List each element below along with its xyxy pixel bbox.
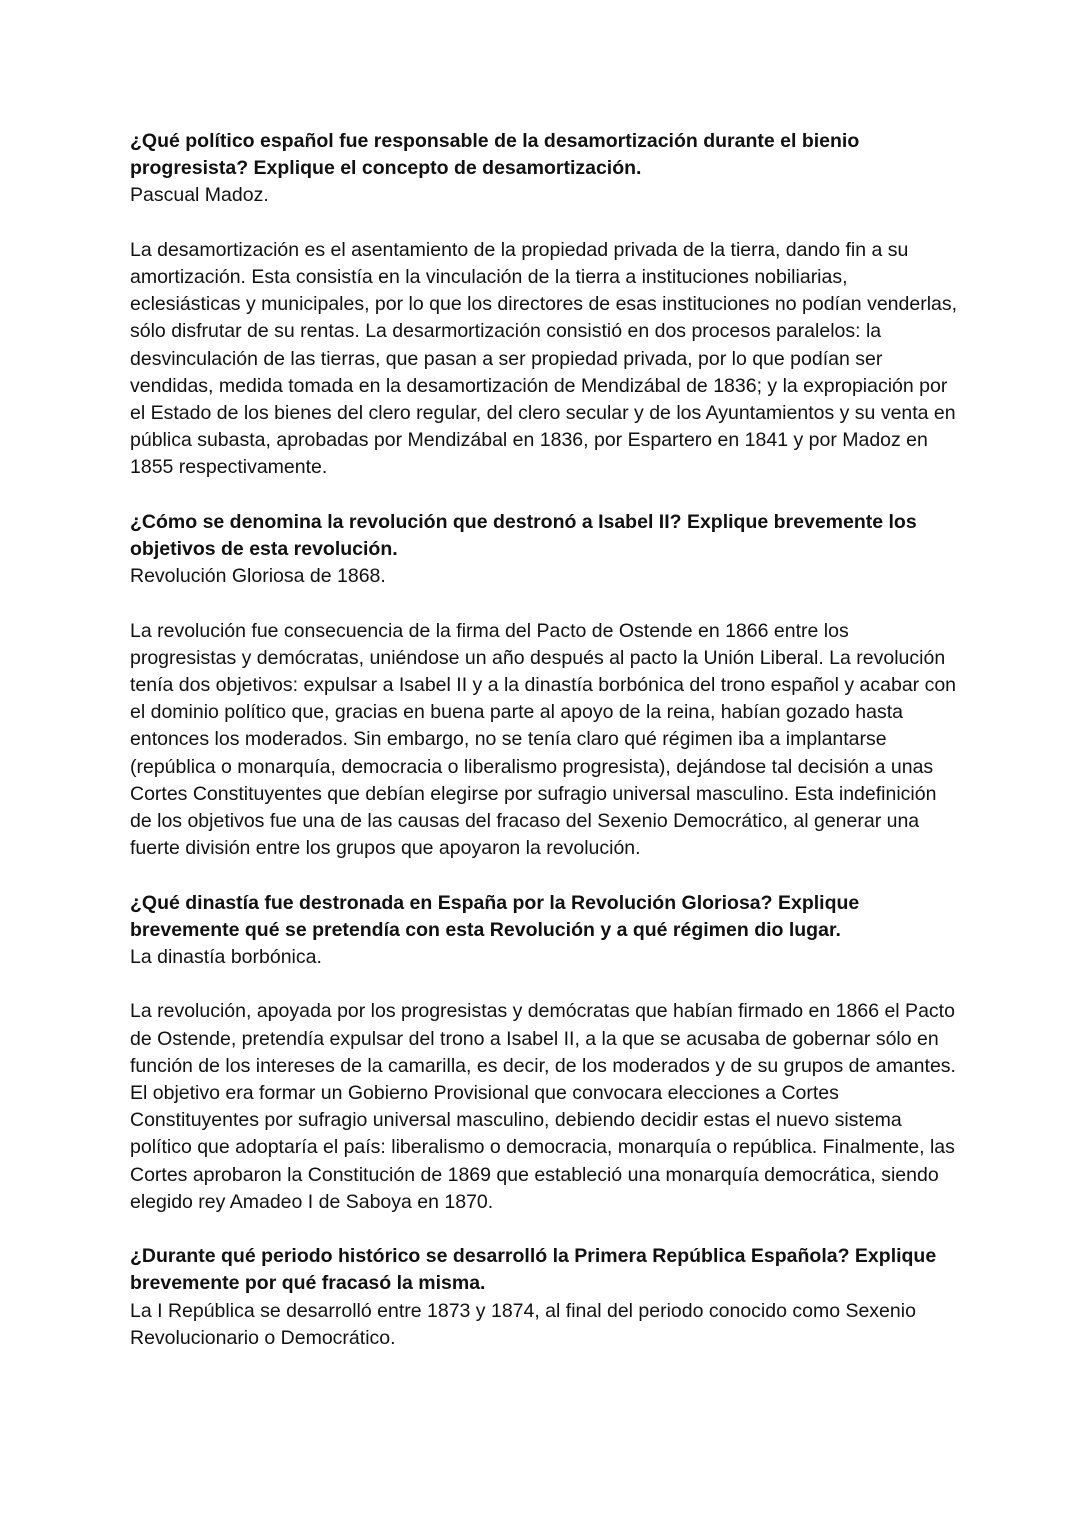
explanation-paragraph: La revolución fue consecuencia de la firma del Pacto de Ostende en 1866 entre los progresistas y demócratas, uniéndose un año después al pacto la Unión Liberal. La revolución tenía dos objetivos: expulsar a Isabel II y a la dinastía borbónica del trono español y acabar con el dominio político que, gracias en buena parte al apoyo de la reina, habían gozado hasta entonces los moderados. Sin embargo, no se tenía claro qué régimen iba a implantarse (república o monarquía, democracia o liberalismo progresista), dejándose tal decisión a unas Cortes Constituyentes que debían elegirse por sufragio universal masculino. Esta indefinición de los objetivos fue una de las causas del fracaso del Sexenio Democrático, al generar una fuerte división entre los grupos que apoyaron la revolución. — [130, 619, 957, 860]
short-answer: La I República se desarrolló entre 1873 y 1874, al final del periodo conocido como Sexenio Revolucionario o Democrático. — [130, 1299, 916, 1349]
short-answer: Pascual Madoz. — [130, 184, 269, 207]
qa-section — [130, 128, 960, 482]
question-heading: ¿Durante qué periodo histórico se desarrolló la Primera República Española? Explique brevemente por qué fracasó la misma. — [130, 1245, 937, 1295]
qa-section — [130, 890, 960, 1216]
qa-section — [130, 509, 960, 863]
short-answer: Revolución Gloriosa de 1868. — [130, 565, 386, 588]
question-heading: ¿Cómo se denomina la revolución que destronó a Isabel II? Explique brevemente los objetivos de esta revolución. — [130, 510, 917, 561]
qa-section — [130, 1243, 960, 1352]
question-heading: ¿Qué dinastía fue destronada en España por la Revolución Gloriosa? Explique brevemente qué se pretendía con esta Revolución y a qué régimen dio lugar. — [130, 891, 860, 941]
explanation-paragraph: La revolución, apoyada por los progresistas y demócratas que habían firmado en 1866 el Pacto de Ostende, pretendía expulsar del trono a Isabel II, a la que se acusaba de gobernar sólo en función de los intereses de la camarilla, es decir, de los moderados y de su grupos de amantes. El objetivo era formar un Gobierno Provisional que convocara elecciones a Cortes Constituyentes por sufragio universal masculino, debiendo decidir estas el nuevo sistema político que adoptaría el país: liberalismo o democracia, monarquía o república. Finalmente, las Cortes aprobaron la Constitución de 1869 que estableció una monarquía democrática, siendo elegido rey Amadeo I de Saboya en 1870. — [130, 1000, 956, 1213]
document-page — [130, 128, 960, 1379]
explanation-paragraph: La desamortización es el asentamiento de la propiedad privada de la tierra, dando fin a su amortización. Esta consistía en la vinculación de la tierra a instituciones nobiliarias, eclesiásticas y municipales, por lo que los directores de esas instituciones no podían venderlas, sólo disfrutar de su rentas. La desarmortización consistió en dos procesos paralelos: la desvinculación de las tierras, que pasan a ser propiedad privada, por lo que podían ser vendidas, medida tomada en la desamortización de Mendizábal de 1836; y la expropiación por el Estado de los bienes del clero regular, del clero secular y de los Ayuntamientos y su venta en pública subasta, aprobadas por Mendizábal en 1836, por Espartero en 1841 y por Madoz en 1855 respectivamente. — [130, 238, 958, 479]
short-answer: La dinastía borbónica. — [130, 946, 322, 969]
question-heading: ¿Qué político español fue responsable de la desamortización durante el bienio progresista? Explique el concepto de desamortización. — [130, 130, 860, 180]
